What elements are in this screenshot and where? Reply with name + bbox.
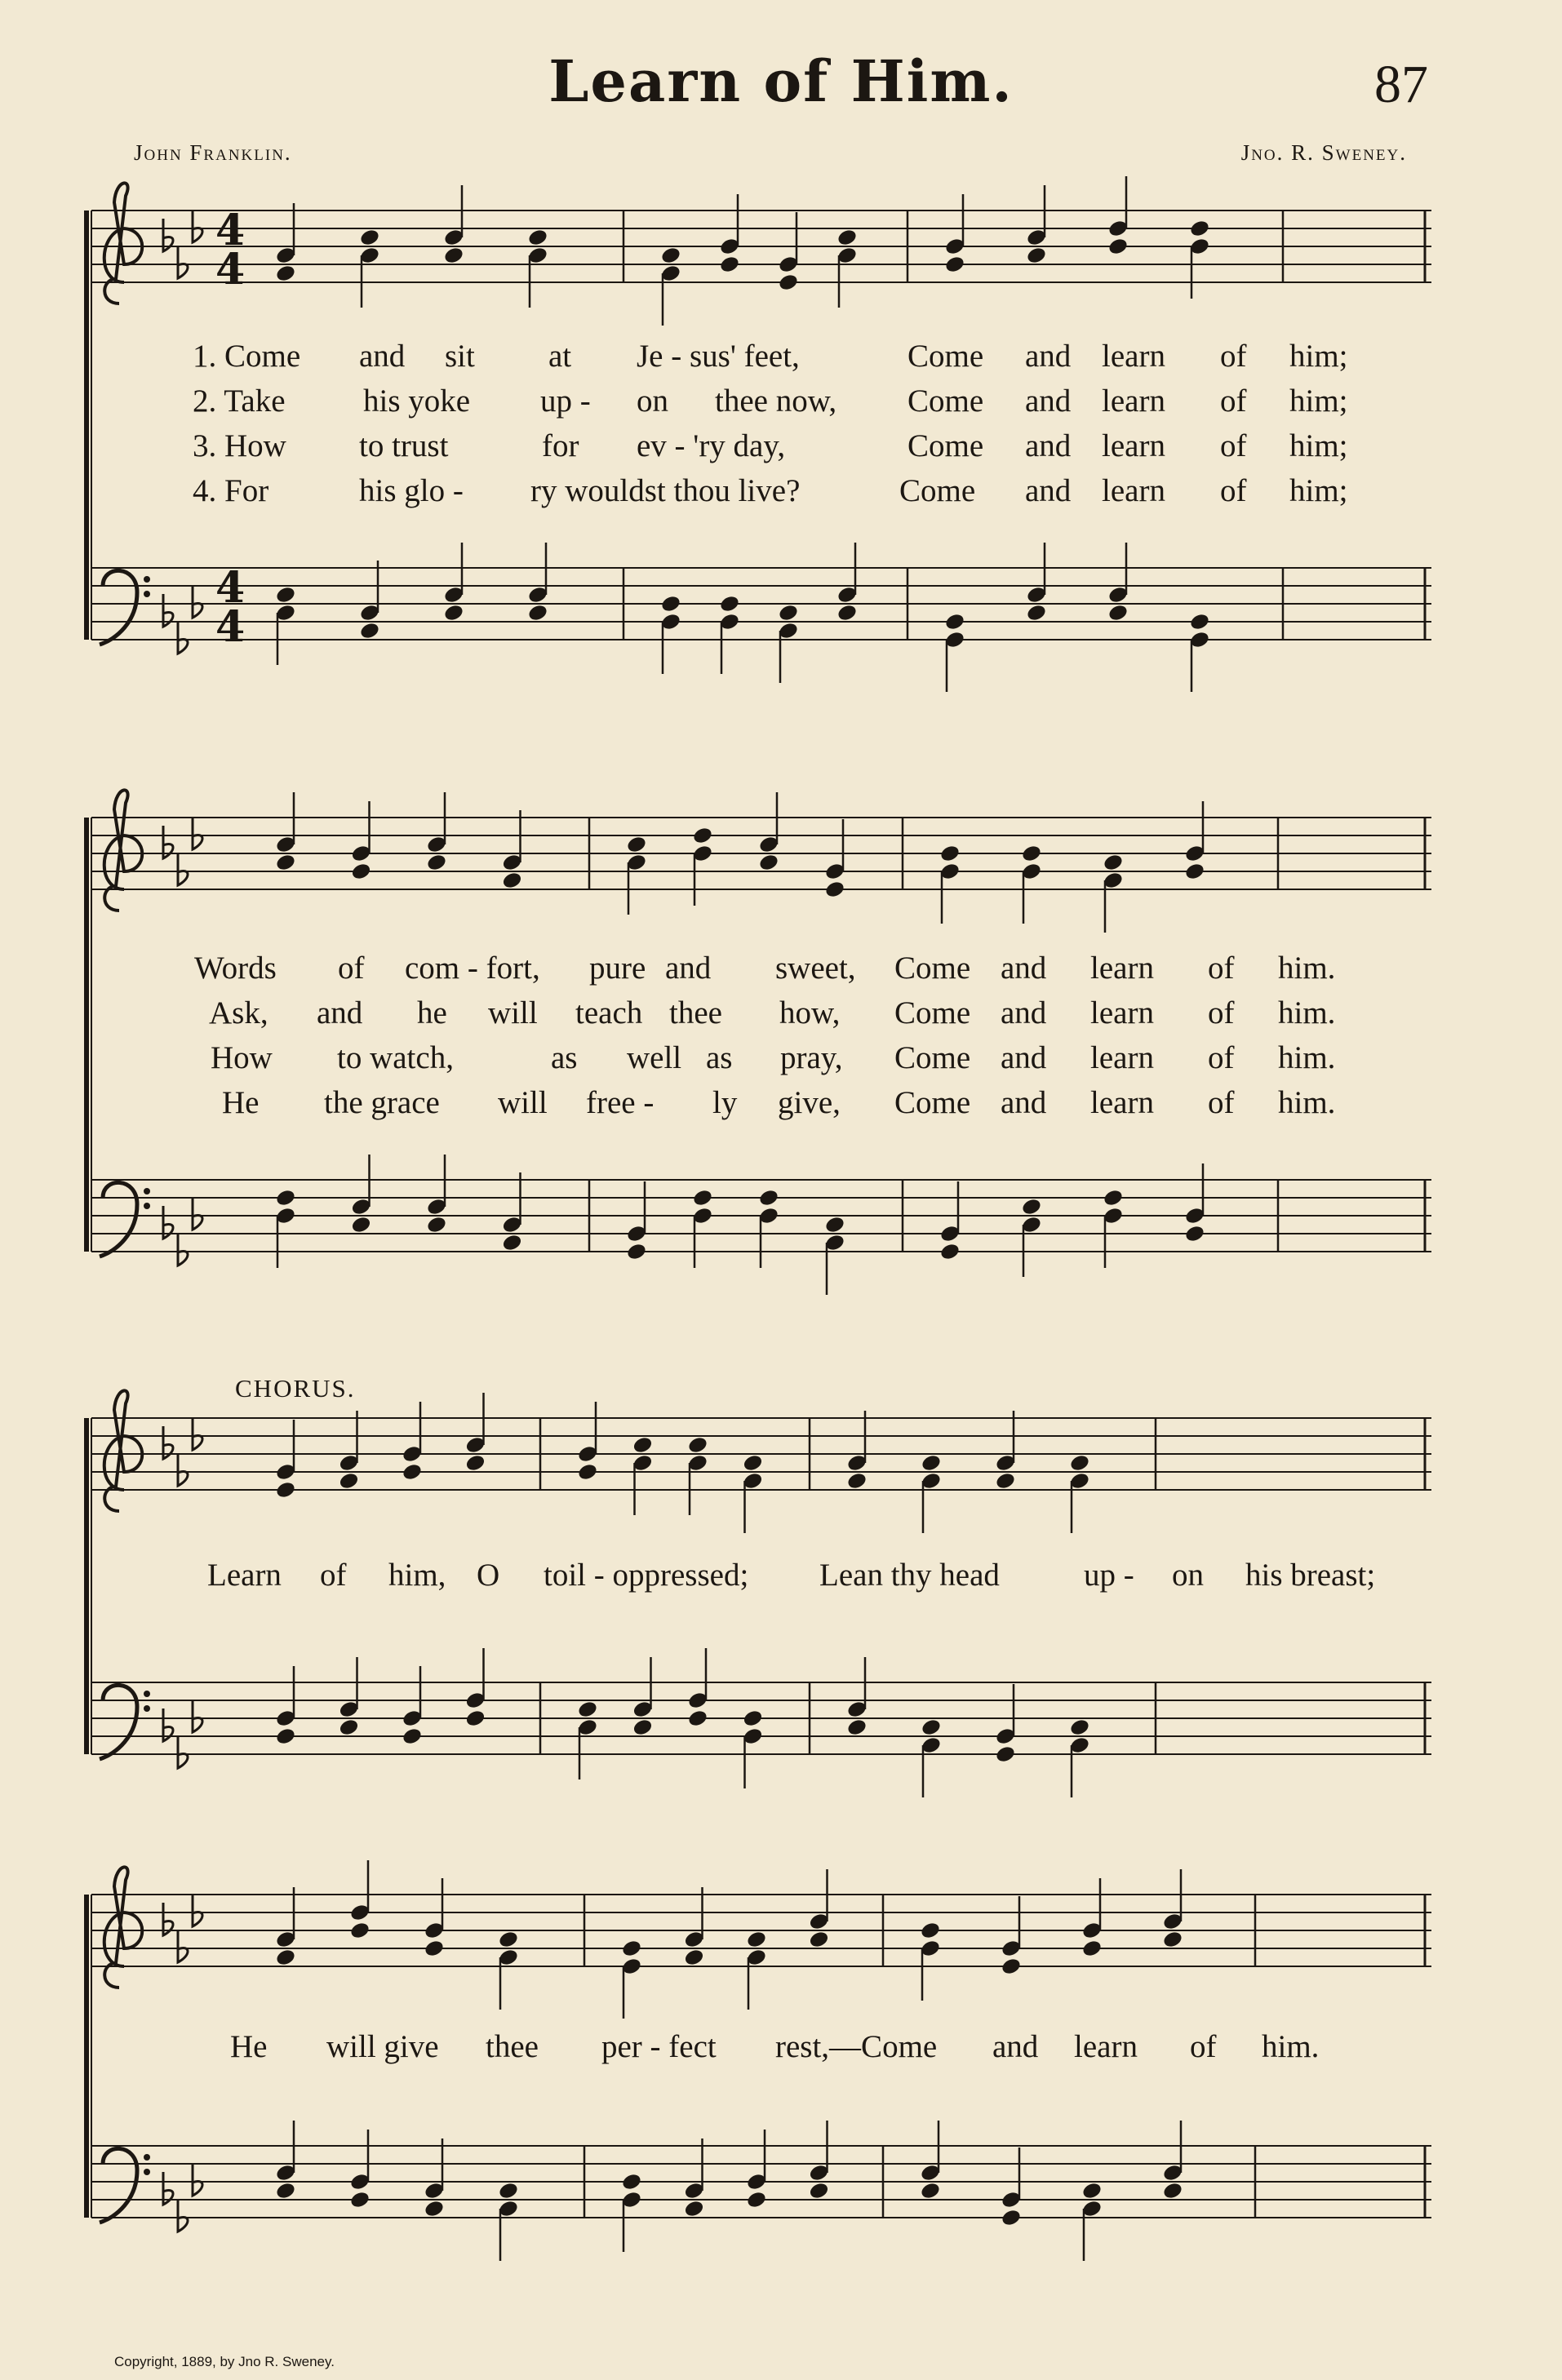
flat-icon xyxy=(193,1417,202,1450)
note-head xyxy=(683,2199,705,2218)
flat-icon xyxy=(178,1453,188,1486)
note-head xyxy=(660,246,682,265)
note-head xyxy=(1162,2181,1184,2201)
verse-1-line-a: 1. Come and sit at Je - sus' feet, Come and learn of him; xyxy=(193,339,1348,374)
note-head xyxy=(1026,246,1048,265)
note-head xyxy=(621,2172,643,2192)
note-head xyxy=(920,1921,942,1940)
note-head xyxy=(1081,1939,1103,1958)
note-head xyxy=(660,594,682,614)
note-head xyxy=(501,1233,523,1252)
bass-clef-dot xyxy=(144,1188,150,1194)
note-head xyxy=(275,853,297,872)
note-head xyxy=(501,871,523,890)
note-head xyxy=(626,835,648,854)
note-head xyxy=(577,1462,599,1482)
note-head xyxy=(778,603,800,623)
verse-4-line-a: 4. For his glo - ry wouldst thou live? Come and learn of him; xyxy=(193,473,1348,508)
note-head xyxy=(338,1471,360,1491)
note-head xyxy=(1103,1188,1125,1208)
note-head xyxy=(758,853,780,872)
bass-clef-dot xyxy=(144,1705,150,1712)
bass-clef-dot xyxy=(144,2169,150,2175)
note-head xyxy=(1081,2181,1103,2201)
note-head xyxy=(1184,1224,1206,1243)
note-head xyxy=(808,2181,830,2201)
note-head xyxy=(338,1717,360,1737)
bass-clef-dot xyxy=(144,1691,150,1697)
note-head xyxy=(846,1471,868,1491)
note-head xyxy=(995,1471,1017,1491)
note-head xyxy=(692,826,714,845)
note-head xyxy=(359,228,381,247)
time-signature-bottom: 4 xyxy=(215,245,246,295)
note-head xyxy=(527,228,549,247)
note-head xyxy=(424,2199,446,2218)
note-head xyxy=(921,1717,943,1737)
note-head xyxy=(939,844,961,863)
note-head xyxy=(275,2181,297,2201)
note-head xyxy=(350,862,372,881)
time-signature-top: 4 xyxy=(215,206,246,255)
note-head xyxy=(426,853,448,872)
note-head xyxy=(758,1188,780,1208)
note-head xyxy=(746,2190,768,2209)
note-head xyxy=(1189,219,1211,238)
note-head xyxy=(402,1726,424,1746)
chorus-line-1: Learn of him, O toil - oppressed; Lean thy head up - on his breast; xyxy=(207,1558,1376,1593)
flat-icon xyxy=(178,853,188,885)
page-title: Learn of Him. xyxy=(548,47,1014,115)
note-head xyxy=(1107,603,1129,623)
note-head xyxy=(402,1462,424,1482)
note-head xyxy=(1069,1717,1091,1737)
note-head xyxy=(464,1453,486,1473)
note-head xyxy=(824,1215,846,1234)
note-head xyxy=(1021,844,1043,863)
note-head xyxy=(527,603,549,623)
bass-clef-icon xyxy=(100,1182,137,1256)
note-head xyxy=(939,1242,961,1261)
note-head xyxy=(424,1939,446,1958)
flat-icon xyxy=(193,585,202,618)
note-head xyxy=(349,2190,371,2209)
note-head xyxy=(621,1939,643,1958)
note-head xyxy=(944,255,966,274)
bass-clef-dot xyxy=(144,591,150,597)
note-head xyxy=(1184,862,1206,881)
note-head xyxy=(275,1480,297,1500)
note-head xyxy=(498,1930,520,1949)
treble-clef-icon xyxy=(104,1390,143,1511)
note-head xyxy=(687,1435,709,1455)
note-head xyxy=(1107,237,1129,256)
note-head xyxy=(742,1709,764,1728)
flat-icon xyxy=(178,2199,188,2232)
flat-icon xyxy=(178,1735,188,1768)
note-head xyxy=(921,1453,943,1473)
flat-icon xyxy=(193,1894,202,1926)
verse-1-line-b: Words of com - fort, pure and sweet, Come and learn of him. xyxy=(194,951,1336,986)
treble-clef-icon xyxy=(104,1867,143,1988)
bass-clef-icon xyxy=(100,570,137,645)
verse-2-line-a: 2. Take his yoke up - on thee now, Come and learn of him; xyxy=(193,383,1348,419)
note-head xyxy=(944,612,966,632)
note-head xyxy=(687,1709,709,1728)
verse-3-line-a: 3. How to trust for ev - 'ry day, Come and learn of him; xyxy=(193,428,1348,463)
note-head xyxy=(778,273,800,292)
note-head xyxy=(275,264,297,283)
verse-3-line-b: How to watch, as well as pray, Come and learn of him. xyxy=(211,1040,1336,1075)
note-head xyxy=(1026,603,1048,623)
bass-clef-icon xyxy=(100,1685,137,1759)
bass-clef-dot xyxy=(144,2154,150,2161)
note-head xyxy=(1162,1930,1184,1949)
flat-icon xyxy=(178,1930,188,1962)
note-head xyxy=(719,594,741,614)
time-signature-bottom: 4 xyxy=(215,602,246,652)
note-head xyxy=(1001,2208,1023,2227)
verse-4-line-b: He the grace will free - ly give, Come and learn of him. xyxy=(222,1085,1336,1120)
note-head xyxy=(632,1717,654,1737)
flat-icon xyxy=(193,817,202,849)
author-credit: John Franklin. xyxy=(134,140,292,165)
time-signature-top: 4 xyxy=(215,563,246,613)
note-head xyxy=(920,2181,942,2201)
note-head xyxy=(719,255,741,274)
note-head xyxy=(275,585,297,605)
page-number: 87 xyxy=(1374,55,1428,114)
note-head xyxy=(1021,1197,1043,1217)
note-head xyxy=(464,1709,486,1728)
note-head xyxy=(683,1948,705,1967)
flat-icon xyxy=(178,1233,188,1265)
note-head xyxy=(1189,612,1211,632)
copyright-notice: Copyright, 1889, by Jno R. Sweney. xyxy=(114,2354,335,2369)
note-head xyxy=(443,246,465,265)
bass-clef-icon xyxy=(100,2148,137,2223)
verse-2-line-b: Ask, and he will teach thee how, Come and learn of him. xyxy=(209,995,1336,1030)
note-head xyxy=(350,1215,372,1234)
flat-icon xyxy=(193,1700,202,1732)
note-head xyxy=(349,1921,371,1940)
treble-clef-icon xyxy=(104,790,143,911)
treble-clef-icon xyxy=(104,183,143,304)
note-head xyxy=(577,1700,599,1719)
chorus-label: CHORUS. xyxy=(235,1374,356,1403)
bass-clef-dot xyxy=(144,576,150,583)
note-head xyxy=(836,603,859,623)
note-head xyxy=(824,880,846,899)
bass-clef-dot xyxy=(144,1203,150,1209)
note-head xyxy=(692,1188,714,1208)
note-head xyxy=(275,1948,297,1967)
note-head xyxy=(359,621,381,640)
flat-icon xyxy=(178,621,188,654)
note-head xyxy=(1001,1957,1023,1976)
note-head xyxy=(836,228,859,247)
note-head xyxy=(498,2181,520,2201)
note-head xyxy=(808,1930,830,1949)
note-head xyxy=(443,603,465,623)
note-head xyxy=(426,1215,448,1234)
note-head xyxy=(995,1744,1017,1764)
chorus-line-2: He will give thee per - fect rest,—Come and learn of him. xyxy=(230,2029,1320,2064)
note-head xyxy=(746,1930,768,1949)
composer-credit: Jno. R. Sweney. xyxy=(1240,140,1407,165)
note-head xyxy=(1069,1453,1091,1473)
note-head xyxy=(742,1453,764,1473)
flat-icon xyxy=(193,2163,202,2196)
note-head xyxy=(275,1726,297,1746)
note-head xyxy=(275,1188,297,1208)
flat-icon xyxy=(178,246,188,278)
note-head xyxy=(632,1435,654,1455)
flat-icon xyxy=(193,210,202,242)
flat-icon xyxy=(193,1197,202,1230)
note-head xyxy=(846,1717,868,1737)
note-head xyxy=(626,1242,648,1261)
note-head xyxy=(1103,853,1125,872)
